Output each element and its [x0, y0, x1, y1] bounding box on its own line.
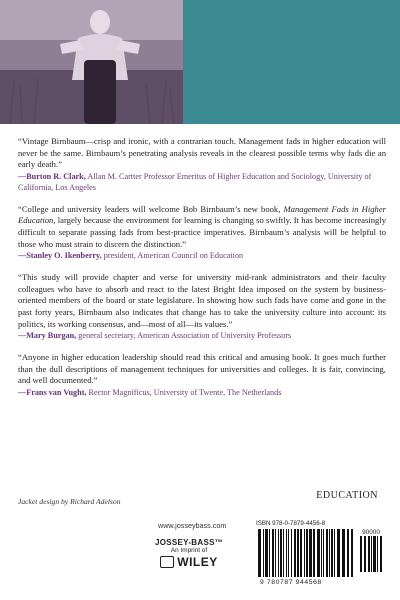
- barcode-bar: [371, 536, 372, 572]
- wiley-logo-icon: [160, 556, 174, 568]
- barcode: [256, 529, 384, 587]
- barcode-bar: [351, 529, 353, 577]
- publisher-block: [140, 538, 238, 573]
- barcode-bar: [360, 536, 362, 572]
- barcode-bar: [364, 536, 366, 572]
- barcode-number: 9 780787 944568: [260, 579, 322, 586]
- barcode-bar: [272, 529, 274, 577]
- barcode-bar: [377, 536, 378, 572]
- barcode-bar: [297, 529, 299, 577]
- quote-attribution: [18, 171, 386, 193]
- price-code: 90000: [362, 529, 380, 536]
- quote-author: —Stanley O. Ikenberry,: [18, 251, 102, 261]
- quote-text: “This study will provide chapter and verse for university mid-rank administrators and their faculty colleagues who have to absorb and react to the latest Bright Idea imposed on the system by business-oriented members of the board or state legislature. In showing how such fads have come and gone in the past forty years, Birnbaum also indicates that change has to take the university culture into account: its politics, its working consensus, and—most of all—its values.”: [18, 272, 386, 329]
- quote-attribution: [18, 330, 386, 341]
- wiley-wordmark: WILEY: [177, 555, 218, 569]
- wiley-logo: [160, 555, 218, 569]
- top-band: [0, 0, 400, 124]
- quote-author: —Mary Burgan,: [18, 331, 77, 341]
- endorsement-4: [18, 352, 386, 398]
- barcode-bar: [326, 529, 328, 577]
- endorsement-2: [18, 204, 386, 261]
- barcode-bar: [306, 529, 308, 577]
- barcode-bar: [347, 529, 349, 577]
- barcode-bar: [304, 529, 305, 577]
- quote-text: “Anyone in higher education leadership should read this critical and amusing book. It goes much further than the dull descriptions of management techniques for universities and colleges. It is fair, convincing, and well documented.”: [18, 352, 386, 386]
- quote-text-after: largely because the environment for learning is changing so swiftly. It has become increasingly difficult to separate passing fads from best-practice imperatives. Birnbaum’s analysis will be helpful to those who must strain to discern the distinction.”: [18, 215, 386, 249]
- quote-attribution: [18, 250, 386, 261]
- quote-author-title: president, American Council on Education: [101, 251, 244, 261]
- barcode-bar: [258, 529, 261, 577]
- quote-author-title: Rector Magnificus, University of Twente, The Netherlands: [86, 387, 282, 397]
- barcode-bar: [291, 529, 292, 577]
- barcode-bar: [280, 529, 282, 577]
- barcode-bar: [288, 529, 289, 577]
- barcode-bar: [269, 529, 270, 577]
- barcode-bar: [275, 529, 276, 577]
- endorsement-3: [18, 272, 386, 341]
- jacket-credit: Jacket design by Richard Adelson: [18, 497, 121, 506]
- author-photo: [0, 0, 183, 124]
- barcode-bar: [329, 529, 330, 577]
- barcode-bar: [294, 529, 296, 577]
- barcode-bar: [334, 529, 335, 577]
- imprint-label: An Imprint of: [170, 547, 208, 554]
- price-barcode: [358, 529, 384, 577]
- quote-text-before: “College and university leaders will welcome Bob Birnbaum’s new book,: [18, 203, 284, 214]
- teal-panel: [183, 0, 400, 124]
- barcode-bar: [337, 529, 340, 577]
- barcode-bar: [323, 529, 324, 577]
- barcode-bar: [286, 529, 287, 577]
- barcode-bar: [278, 529, 279, 577]
- barcode-bars: [256, 529, 354, 579]
- publisher-name: JOSSEY-BASS™: [154, 538, 224, 547]
- barcode-bar: [300, 529, 302, 577]
- price-barcode-bars: [358, 536, 384, 572]
- author-photo-illustration: [0, 0, 183, 124]
- barcode-bar: [331, 529, 333, 577]
- endorsement-1: [18, 136, 386, 193]
- quote-text: “Vintage Birnbaum—crisp and ironic, with a contrarian touch. Management fads in higher education will never be the same. Birnbaum’s penetrating analysis reveals in the clearest possible terms why fads die an early death.”: [18, 136, 386, 170]
- barcode-bar: [265, 529, 268, 577]
- isbn-text: ISBN 978-0-7879-4456-8: [256, 520, 326, 527]
- barcode-bar: [380, 536, 382, 572]
- quote-text: [18, 204, 386, 250]
- quote-author-title: Allan M. Cartter Professor Emeritus of Higher Education and Sociology, University of California, Los Angeles: [18, 171, 372, 192]
- quote-author-title: general secretary, American Association of University Professors: [76, 331, 292, 341]
- endorsements: [18, 136, 386, 409]
- barcode-bar: [373, 536, 376, 572]
- barcode-bar: [317, 529, 320, 577]
- publisher-website[interactable]: www.josseybass.com: [158, 521, 227, 530]
- barcode-bar: [313, 529, 315, 577]
- barcode-bar: [309, 529, 312, 577]
- category-label: EDUCATION: [316, 490, 378, 501]
- quote-author: —Frans van Vught,: [18, 387, 87, 397]
- barcode-bar: [263, 529, 264, 577]
- barcode-bar: [283, 529, 284, 577]
- barcode-bar: [368, 536, 370, 572]
- quote-author: —Burton R. Clark,: [18, 171, 86, 181]
- barcode-bar: [342, 529, 345, 577]
- barcode-bar: [321, 529, 322, 577]
- isbn-block: [256, 520, 384, 587]
- quote-attribution: [18, 387, 386, 398]
- book-title: Management Fads in Higher Education,: [18, 203, 387, 226]
